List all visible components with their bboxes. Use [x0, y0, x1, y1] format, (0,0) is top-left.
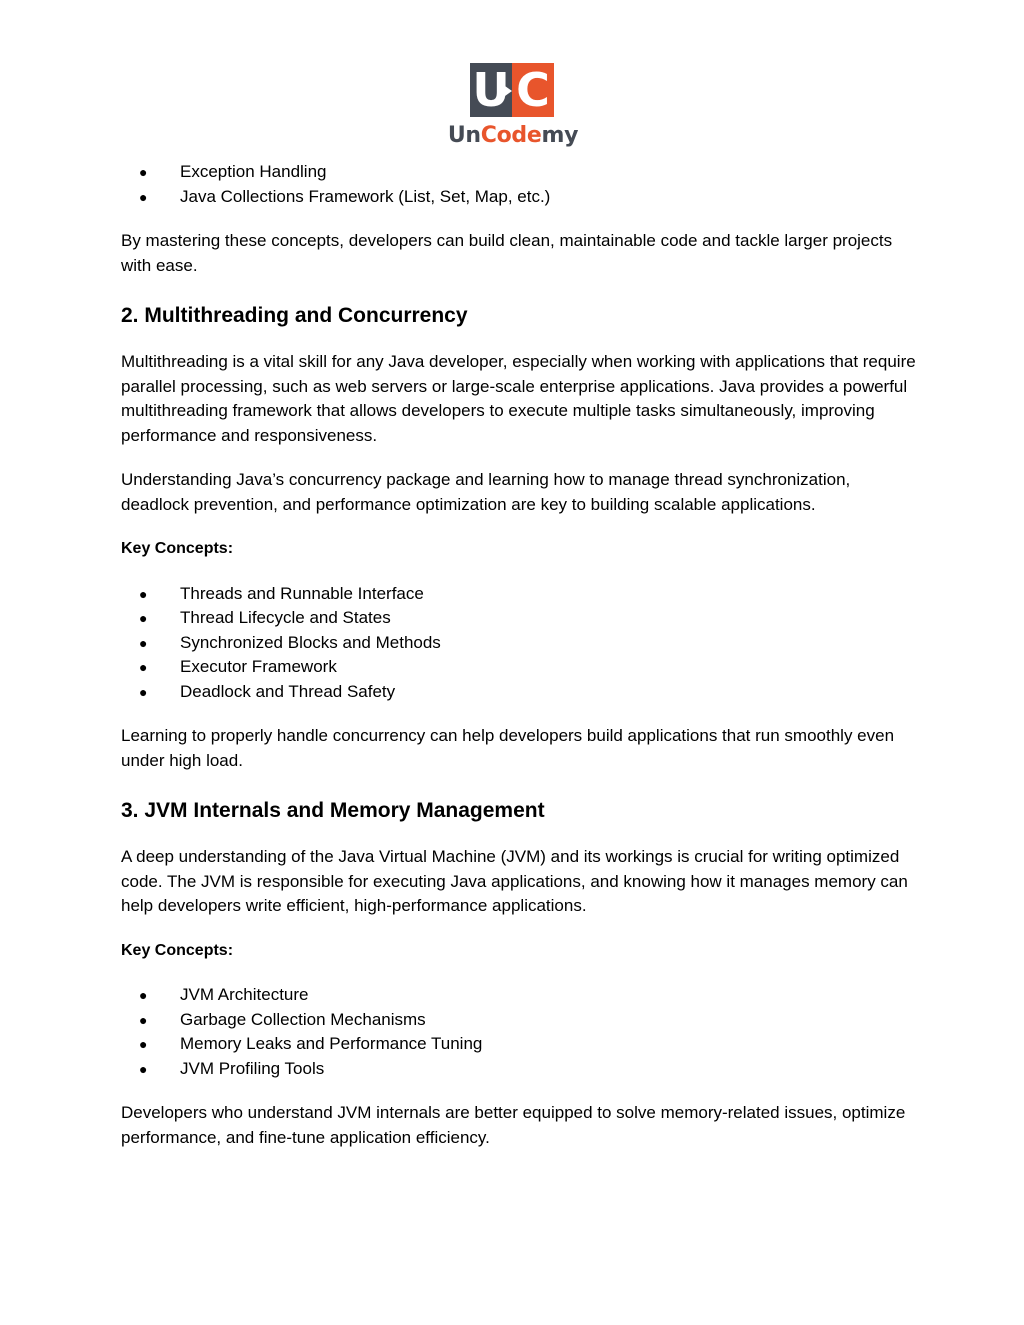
section3-heading: 3. JVM Internals and Memory Management	[121, 799, 545, 822]
uncodemy-logo	[443, 63, 583, 153]
list-item: ● Exception Handling	[139, 162, 327, 181]
section2-concepts-list	[121, 582, 921, 705]
section2-paragraph-2: Understanding Java’s concurrency package and learning how to manage thread synchronization, deadlock prevention, and performance optimization are key to building scalable applications.	[121, 470, 851, 514]
top-bullet-list	[121, 160, 921, 209]
list-item: ● Thread Lifecycle and States	[139, 608, 391, 627]
list-item: ● Deadlock and Thread Safety	[139, 681, 396, 701]
list-item: ● Memory Leaks and Performance Tuning	[139, 1034, 483, 1053]
section3-concepts-list	[121, 983, 921, 1081]
list-item: ● Java Collections Framework (List, Set, Map, etc.)	[139, 186, 551, 206]
list-item: ● Garbage Collection Mechanisms	[139, 1009, 426, 1029]
logo-mark-right	[512, 63, 554, 117]
list-item: ● JVM Architecture	[139, 985, 309, 1004]
intro-closing-paragraph: By mastering these concepts, developers can build clean, maintainable code and tackle larger projects with ease.	[121, 231, 893, 275]
section3-key-concepts-label: Key Concepts:	[121, 941, 234, 959]
logo-arrow-icon	[505, 86, 512, 96]
logo-wordmark: UnCodemy	[447, 123, 579, 148]
list-item: ● Threads and Runnable Interface	[139, 583, 424, 603]
list-item: ● Synchronized Blocks and Methods	[139, 632, 441, 652]
section2-paragraph-1: Multithreading is a vital skill for any Java developer, especially when working with applications that require parallel processing, such as web servers or large-scale enterprise applications. Java provides a powerful multithreading framework that allows developers to execute multiple tasks simultaneously, improving performance and responsiveness.	[121, 352, 916, 445]
section3-closing-paragraph: Developers who understand JVM internals are better equipped to solve memory-related issues, optimize performance, and fine-tune application efficiency.	[121, 1103, 906, 1147]
list-item: ● Executor Framework	[139, 657, 337, 676]
document-body	[121, 160, 921, 1150]
section2-key-concepts-label: Key Concepts:	[121, 540, 234, 557]
list-item: ● JVM Profiling Tools	[139, 1058, 325, 1078]
section2-heading: 2. Multithreading and Concurrency	[121, 304, 468, 327]
section3-paragraph-1: A deep understanding of the Java Virtual Machine (JVM) and its workings is crucial for writing optimized code. The JVM is responsible for executing Java applications, and knowing how it manages memory can help developers write efficient, high-performance applications.	[121, 847, 908, 915]
logo-letter-c: C	[516, 63, 550, 117]
section2-closing-paragraph: Learning to properly handle concurrency can help developers build applications that run smoothly even under high load.	[121, 726, 895, 770]
logo-letter-u: U	[472, 63, 510, 117]
